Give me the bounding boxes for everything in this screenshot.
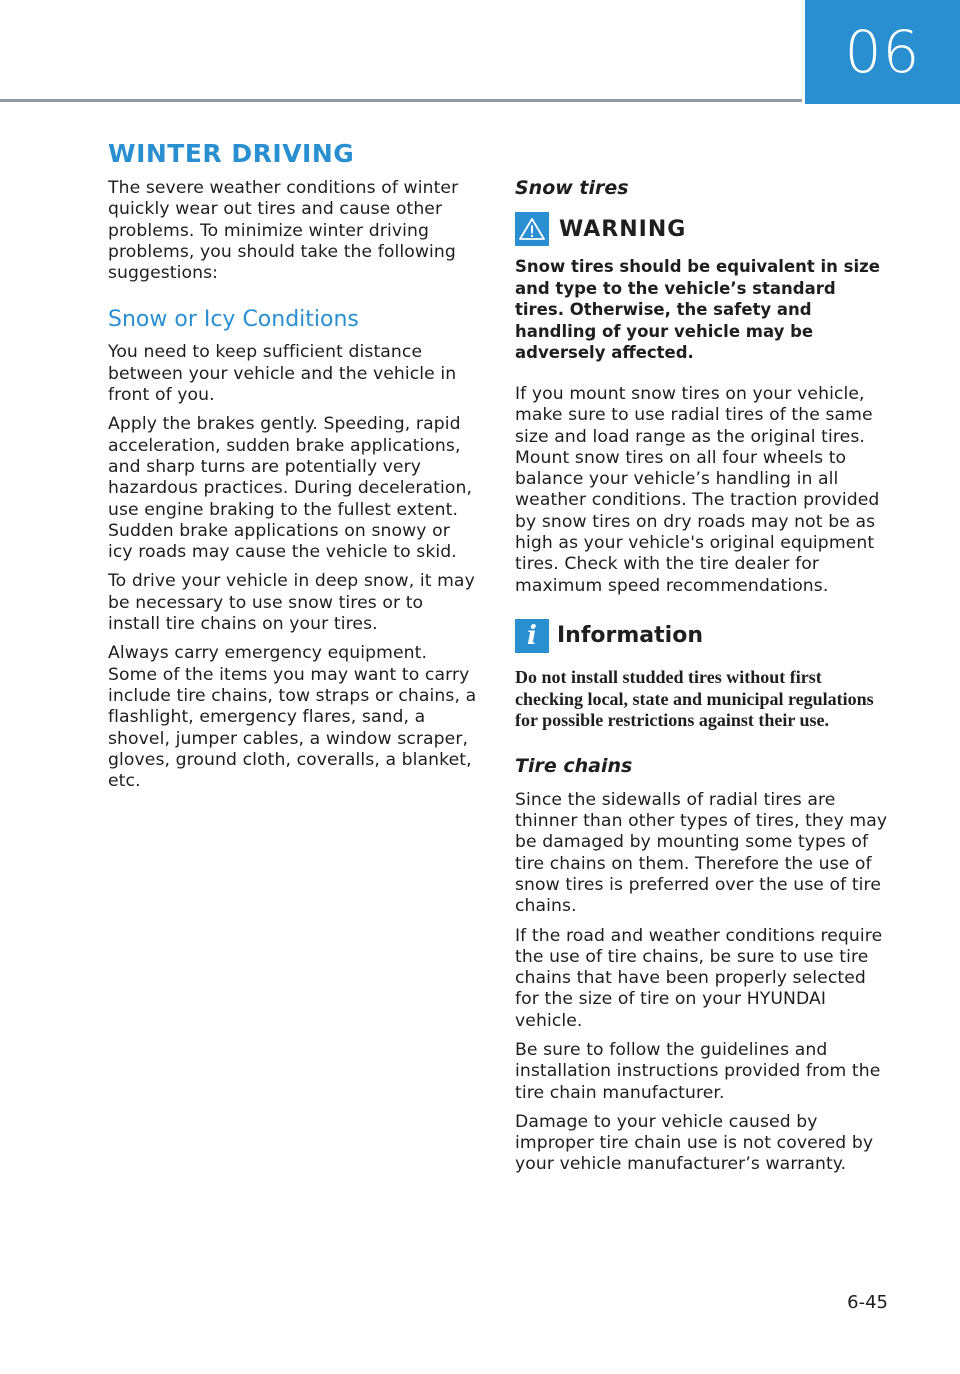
- paragraph: Since the sidewalls of radial tires are thinner than other types of tires, they may be damaged by mounting some types of tire chains on them. Therefore the use of snow tires is preferred over the use of tire chains.: [515, 789, 888, 917]
- warning-text: Snow tires should be equivalent in size and type to the vehicle’s standard tires. Otherwise, the safety and handling of your vehicle may be adversely affected.: [515, 257, 880, 363]
- paragraph: Damage to your vehicle caused by improper tire chain use is not covered by your vehicle manufacturer’s warranty.: [515, 1111, 874, 1175]
- right-column: [515, 174, 890, 1184]
- chapter-tab: 06: [805, 0, 960, 104]
- paragraph: Apply the brakes gently. Speeding, rapid acceleration, sudden brake applications, and sharp turns are potentially very hazardous practices. During deceleration, use engine braking to the fullest extent. Sudden brake applications on snowy or icy roads may cause the vehicle to skid.: [108, 414, 473, 563]
- information-label: Information: [557, 623, 703, 649]
- information-header: [515, 619, 890, 653]
- warning-icon: [515, 212, 549, 246]
- snow-tires-title: Snow tires: [515, 177, 629, 199]
- warning-label: WARNING: [559, 216, 687, 242]
- header-rule: [0, 99, 802, 102]
- paragraph: If the road and weather conditions require the use of tire chains, be sure to use tire chains that have been properly selected for the size of tire on your HYUNDAI vehicle.: [515, 925, 883, 1031]
- section-title: WINTER DRIVING: [108, 139, 355, 168]
- page-number: 6-45: [847, 1292, 888, 1313]
- left-column: [108, 138, 480, 800]
- snow-icy-title: Snow or Icy Conditions: [108, 307, 359, 333]
- information-text: Do not install studded tires without first checking local, state and municipal regulations for possible restrictions against their use.: [515, 666, 874, 731]
- tire-chains-title: Tire chains: [515, 754, 633, 777]
- paragraph: Be sure to follow the guidelines and installation instructions provided from the tire chain manufacturer.: [515, 1039, 881, 1103]
- paragraph: Always carry emergency equipment. Some of the items you may want to carry include tire chains, tow straps or chains, a flashlight, emergency flares, sand, a shovel, jumper cables, a window scraper, gloves, ground cloth, coveralls, a blanket, etc.: [108, 643, 477, 792]
- paragraph: You need to keep sufficient distance between your vehicle and the vehicle in front of you.: [108, 342, 457, 406]
- paragraph: To drive your vehicle in deep snow, it may be necessary to use snow tires or to install tire chains on your tires.: [108, 571, 475, 635]
- snow-tires-paragraph: If you mount snow tires on your vehicle, make sure to use radial tires of the same size and load range as the original tires. Mount snow tires on all four wheels to balance your vehicle’s handling in all weather conditions. The traction provided by snow tires on dry roads may not be as high as your vehicle's original equipment tires. Check with the tire dealer for maximum speed recommendations.: [515, 383, 880, 596]
- information-icon: i: [515, 619, 549, 653]
- intro-paragraph: The severe weather conditions of winter quickly wear out tires and cause other problems. To minimize winter driving problems, you should take the following suggestions:: [108, 178, 459, 284]
- warning-header: [515, 212, 890, 246]
